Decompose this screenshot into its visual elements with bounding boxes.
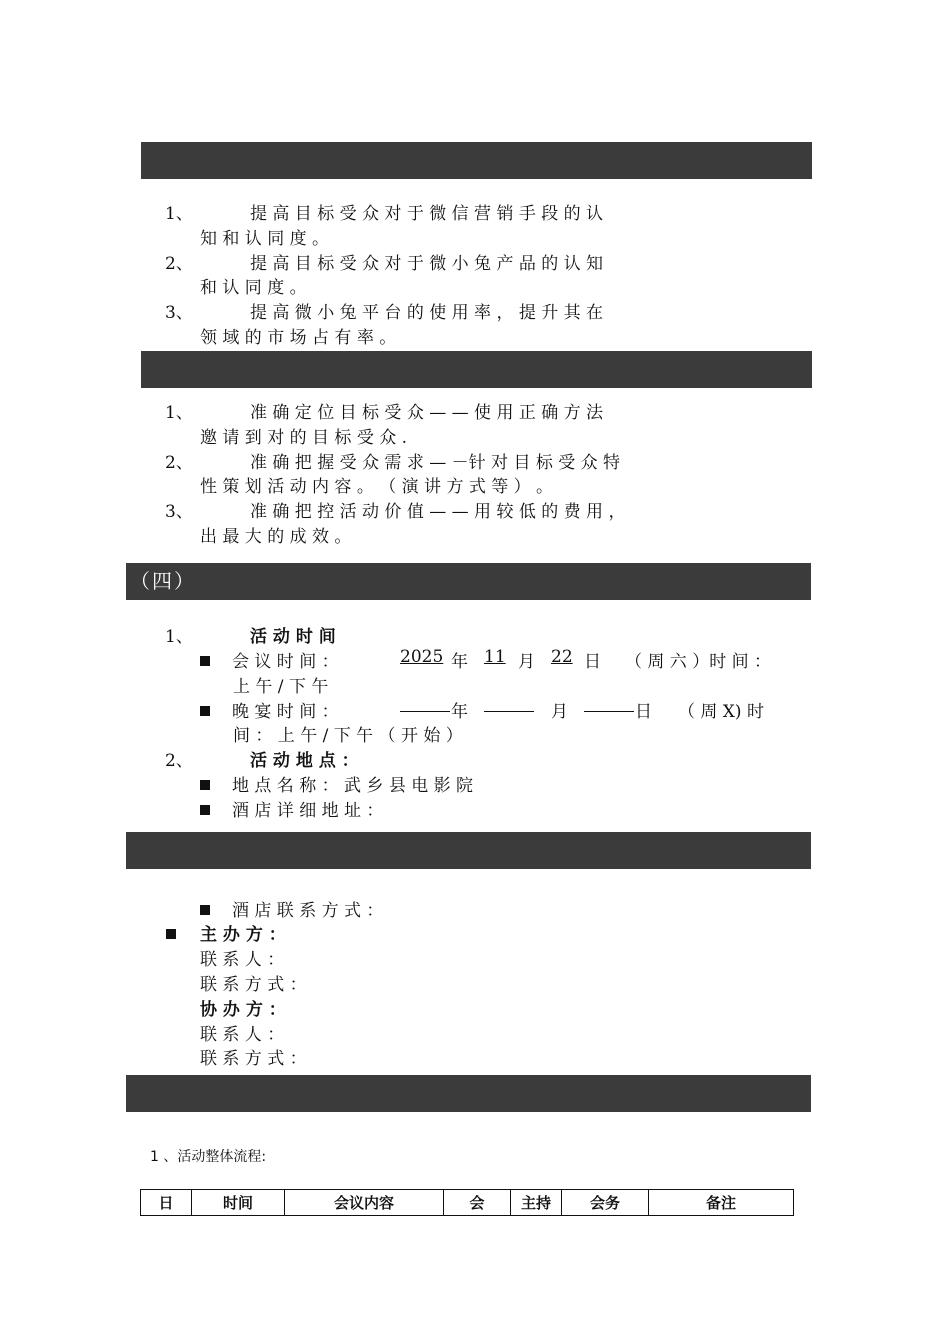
- host-method: 联 系 方 式 ：: [200, 975, 307, 995]
- activity-place-heading: 活 动 地 点 ：: [250, 751, 359, 771]
- section-bar-4: [126, 563, 811, 600]
- principle-3-line1: 准 确 把 控 活 动 价 值 — — 用 较 低 的 费 用 ，: [250, 502, 626, 522]
- principle-1-line2: 邀 请 到 对 的 目 标 受 众 .: [200, 428, 408, 448]
- goal-1-line1: 提 高 目 标 受 众 对 于 微 信 营 销 手 段 的 认: [250, 204, 604, 224]
- host-row: [166, 920, 286, 945]
- goal-1-line2: 知 和 认 同 度 。: [200, 229, 330, 249]
- meeting-day: 22: [551, 647, 573, 667]
- host-person: 联 系 人 ：: [200, 950, 285, 970]
- goal-1-num: 1、: [165, 204, 193, 224]
- place-name: 地 点 名 称 ： 武 乡 县 电 影 院: [232, 776, 474, 796]
- bullet-icon: [166, 929, 176, 939]
- goal-2-line1: 提 高 目 标 受 众 对 于 微 小 兔 产 品 的 认 知: [250, 254, 604, 274]
- bullet-icon: [200, 780, 210, 790]
- flow-col-host: 主持: [511, 1190, 562, 1216]
- bullet-icon: [200, 706, 210, 716]
- flow-col-notes: 备注: [649, 1190, 794, 1216]
- goal-3-line1: 提 高 微 小 兔 平 台 的 使 用 率 ， 提 升 其 在: [250, 303, 604, 323]
- goal-3-line2: 领 域 的 市 场 占 有 率 。: [200, 328, 397, 348]
- flow-col-affairs: 会务: [562, 1190, 649, 1216]
- meeting-time-label: 会 议 时 间 ：: [232, 652, 339, 672]
- co-host-method: 联 系 方 式 ：: [200, 1049, 307, 1069]
- flow-table-header-row: [141, 1190, 794, 1216]
- section-4-title: （四）: [130, 569, 196, 593]
- goal-3-num: 3、: [165, 303, 193, 323]
- flow-title: 1 、活动整体流程:: [150, 1149, 267, 1165]
- goal-2-num: 2、: [165, 254, 193, 274]
- dinner-month-unit: 月: [551, 702, 568, 722]
- co-host-label: 协 办 方 ：: [200, 1000, 286, 1020]
- dinner-time-row: [200, 697, 339, 722]
- bullet-icon: [200, 905, 210, 915]
- meeting-day-unit: 日: [584, 652, 601, 672]
- principle-2-line2: 性 策 划 活 动 内 容 。 （ 演 讲 方 式 等 ） 。: [200, 477, 554, 497]
- meeting-year-unit: 年: [451, 652, 468, 672]
- activity-time-num: 1、: [165, 627, 193, 647]
- meeting-time-row: [200, 647, 339, 672]
- hotel-contact: 酒 店 联 系 方 式 ：: [232, 901, 384, 921]
- principle-1-num: 1、: [165, 403, 193, 423]
- activity-place-num: 2、: [165, 751, 193, 771]
- section-bar-6: [126, 1075, 811, 1112]
- meeting-time-line2: 上 午 / 下 午: [233, 677, 329, 697]
- dinner-day-unit: 日: [635, 702, 652, 722]
- co-host-person: 联 系 人 ：: [200, 1025, 285, 1045]
- section-bar-1: [141, 142, 812, 179]
- principle-2-line1: 准 确 把 握 受 众 需 求 — －针 对 目 标 受 众 特: [250, 453, 621, 473]
- dinner-weekday: （ 周 X) 时: [678, 702, 764, 722]
- dinner-day-blank: [584, 697, 634, 717]
- flow-col-meeting: 会: [444, 1190, 511, 1216]
- section-bar-5: [126, 832, 811, 869]
- hotel-address: 酒 店 详 细 地 址 ：: [232, 801, 384, 821]
- dinner-time-line2: 间 ： 上 午 / 下 午 （ 开 始 ）: [233, 726, 463, 746]
- flow-col-time: 时间: [192, 1190, 285, 1216]
- dinner-time-label: 晚 宴 时 间 ：: [232, 702, 339, 722]
- meeting-month: 11: [484, 647, 506, 667]
- principle-3-num: 3、: [165, 502, 193, 522]
- goal-2-line2: 和 认 同 度 。: [200, 278, 307, 298]
- flow-col-day: 日: [141, 1190, 192, 1216]
- hotel-address-row: [200, 796, 383, 821]
- flow-table: [140, 1189, 794, 1216]
- principle-3-line2: 出 最 大 的 成 效 。: [200, 527, 352, 547]
- host-label: 主 办 方 ：: [200, 925, 286, 945]
- bullet-icon: [200, 805, 210, 815]
- meeting-year: 2025: [400, 647, 444, 667]
- principle-1-line1: 准 确 定 位 目 标 受 众 — — 使 用 正 确 方 法: [250, 403, 604, 423]
- principle-2-num: 2、: [165, 453, 193, 473]
- dinner-year-blank: [400, 697, 450, 717]
- place-name-row: [200, 771, 473, 796]
- activity-time-heading: 活 动 时 间: [250, 627, 336, 647]
- hotel-contact-row: [200, 896, 383, 921]
- meeting-month-unit: 月: [518, 652, 535, 672]
- dinner-month-blank: [484, 697, 534, 717]
- bullet-icon: [200, 656, 210, 666]
- section-bar-2: [141, 351, 812, 388]
- meeting-weekday: （ 周 六 ）时 间 ：: [625, 652, 772, 672]
- dinner-year-unit: 年: [451, 702, 468, 722]
- flow-col-content: 会议内容: [285, 1190, 444, 1216]
